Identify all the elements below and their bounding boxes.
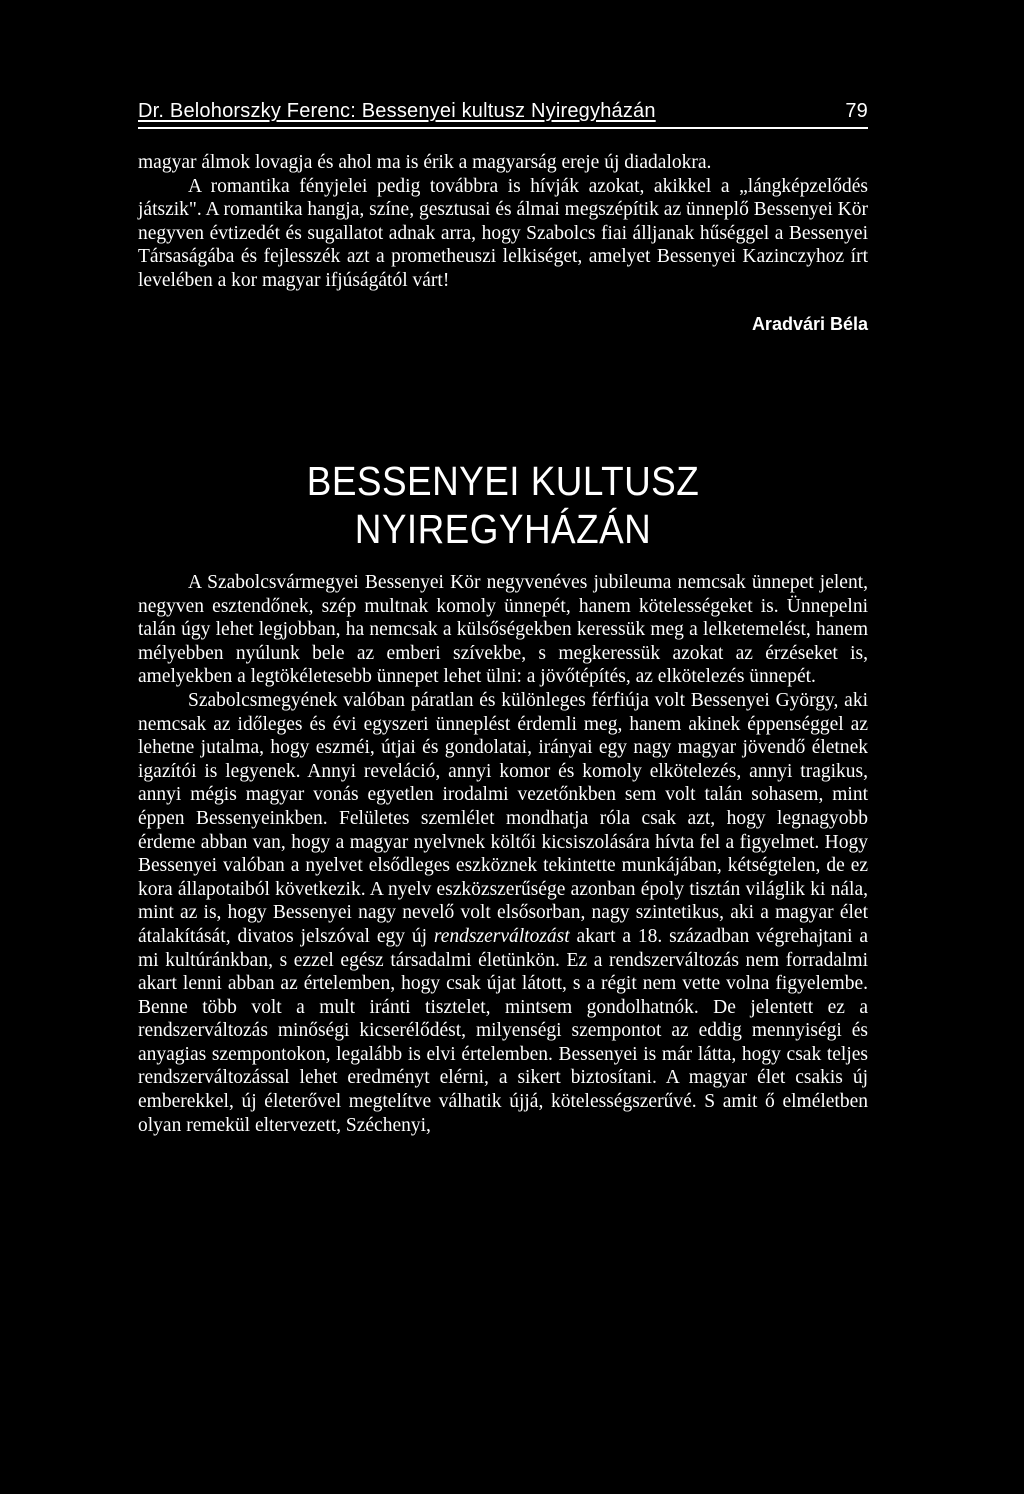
article-text: Szabolcsmegyének valóban páratlan és különleges férfiúja volt Bessenyei György, aki nemcsak az időleges és évi egyszeri ünneplést érdemli meg, hanem akinek éppenséggel az lehetne jutalma, hogy eszméi, útjai és gondolatai, irányai egy nagy magyar jövendő életnek igazítói is legyenek. Annyi reveláció, annyi komor és komoly elkötelezés, annyi tragikus, annyi mégis magyar vonás egyetlen irodalmi vezetőnkben sem volt talán sohasem, mint éppen Bessenyeinkben. Felületes szemlélet mondhatja róla csak azt, hogy legnagyobb érdeme abban van, hogy a magyar nyelvnek költői kicsiszolására hívta fel a figyelmet. Hogy Bessenyei valóban a nyelvet elsődleges eszköznek tekintette munkájában, kétségtelen, de ez kora állapotaiból következik. A nyelv eszközszerűsége azonban époly tisztán világlik ki nála, mint az is, hogy Bessenyei nagy nevelő volt elsősorban, nagy szintetikus, aki a magyar élet átalakítását, divatos jelszóval egy új [138,689,868,947]
article-body [138,571,868,1137]
running-head [138,100,868,129]
running-head-title: Dr. Belohorszky Ferenc: Bessenyei kultusz Nyiregyházán [138,100,656,122]
intro-paragraph: magyar álmok lovagja és ahol ma is érik a magyarság ereje új diadalokra. [138,152,712,173]
article-text: akart a 18. században végrehajtani a mi kultúránkban, s ezzel egész társadalmi életünkön. Ez a rendszerváltozás nem forradalmi akart lenni abban az értelemben, hogy csak újat látott, s a régit nem vette volna figyelembe. Benne több volt a mult iránti tisztelet, mintsem gondolhatnók. De jelentett ez a rendszerváltozás minőségi kicserélődést, milyenségi szempontot az eddig mennyiségi és anyagias szempontokon, legalább is elvi értelemben. Bessenyei is már látta, hogy csak teljes rendszerváltozással lehet eredményt elérni, a sikert biztosítani. A magyar élet csakis új emberekkel, új életerővel megtelítve válhatik újjá, kötelességszerűvé. S amit ő elméletben olyan remekül eltervezett, Széchenyi, [138,925,869,1136]
emphasized-term: rendszerváltozást [433,925,570,947]
intro-paragraph: A romantika fényjelei pedig továbbra is hívják azokat, akikkel a „lángképzelődés játszik". A romantika hangja, színe, gesztusai és álmai megszépítik az ünneplő Bessenyei Kör negyven évtizedét és sugallatot adnak arra, hogy Szabolcs fiai álljanak hűséggel a Bessenyei Társaságába és fejlesszék azt a prometheuszi lelkiséget, amelyet Bessenyei Kazinczyhoz írt levelében a kor magyar ifjúságától várt! [138,175,868,291]
article-title: BESSENYEI KULTUSZ NYIREGYHÁZÁN [306,458,700,552]
author-signature: Aradvári Béla [751,314,868,334]
article-paragraph: A Szabolcsvármegyei Bessenyei Kör negyvenéves jubileuma nemcsak ünnepet jelent, negyven esztendőnek, szép multnak komoly ünnepét, hanem kötelességeket is. Ünnepelni talán úgy lehet legjobban, ha nemcsak a külsőségekben keressük meg a lelketemelést, hanem mélyebben nyúlunk bele az emberi szívekbe, s megkeressük azokat az érzéseket is, amelyekben a legtökéletesebb ünnepet lehet ülni: a jövőtépítés, az elkötelezés ünnepét. [138,572,868,688]
page-number: 79 [845,100,868,122]
article-paragraph [138,689,868,1137]
page [138,100,868,1137]
intro-text [138,151,868,292]
